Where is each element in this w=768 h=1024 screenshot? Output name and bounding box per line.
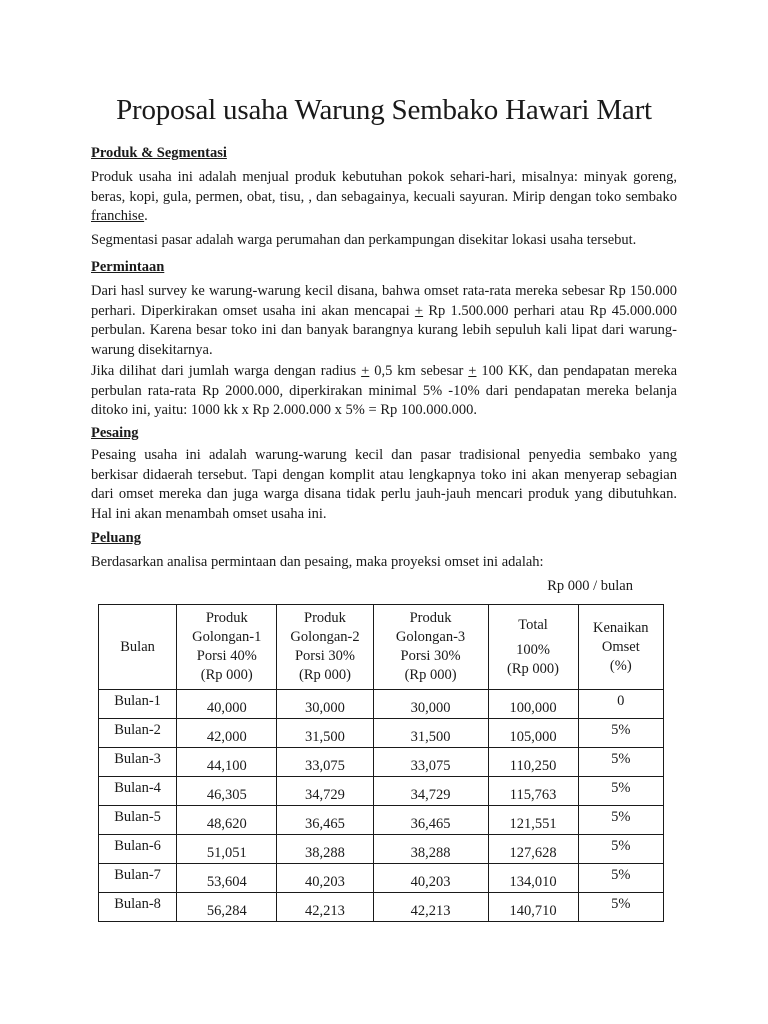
- cell-g3: 40,203: [373, 864, 488, 893]
- table-row: [99, 806, 664, 835]
- cell-g2: 34,729: [277, 777, 373, 806]
- cell-g2: 42,213: [277, 893, 373, 922]
- permintaan-1-a: Dari hasl survey ke warung-warung kecil disana, bahwa omset rata-rata mereka sebesar Rp 150.000 perhari. Diperkirakan omset usaha ini akan mencapai: [91, 283, 677, 319]
- header-kenaikan-omset: [578, 605, 663, 690]
- cell-naik: 5%: [578, 835, 663, 864]
- paragraph-produk-text: Produk usaha ini adalah menjual produk kebutuhan pokok sehari-hari, misalnya: minyak goreng, beras, kopi, gula, permen, obat, tisu, , dan sebagainya, kecuali sayuran. Mirip dengan toko sembako: [91, 169, 677, 205]
- header-naik-line: (%): [609, 657, 632, 674]
- cell-g1: 51,051: [177, 835, 277, 864]
- cell-g1: 44,100: [177, 748, 277, 777]
- cell-naik: 5%: [578, 719, 663, 748]
- franchise-link[interactable]: franchise: [91, 208, 145, 225]
- plus-minus-sign: +: [468, 363, 477, 379]
- cell-g1: 40,000: [177, 690, 277, 719]
- header-g1-line: Golongan-1: [192, 629, 262, 645]
- heading-produk-segmentasi: Produk & Segmentasi: [91, 145, 227, 161]
- table-unit-label: Rp 000 / bulan: [547, 578, 633, 594]
- header-g2-line: Porsi 30%: [294, 648, 355, 664]
- header-g1-line: (Rp 000): [200, 667, 253, 683]
- header-g2-line: Produk: [304, 610, 346, 626]
- table-header-row: [99, 605, 664, 690]
- plus-minus-sign: +: [361, 363, 370, 379]
- cell-naik: 5%: [578, 864, 663, 893]
- cell-g1: 53,604: [177, 864, 277, 893]
- cell-g2: 38,288: [277, 835, 373, 864]
- cell-g3: 31,500: [373, 719, 488, 748]
- cell-g3: 38,288: [373, 835, 488, 864]
- document-title: Proposal usaha Warung Sembako Hawari Mart: [116, 94, 652, 126]
- cell-g3: 33,075: [373, 748, 488, 777]
- permintaan-2-b: 0,5 km sebesar: [369, 363, 469, 379]
- cell-total: 121,551: [488, 806, 578, 835]
- cell-bulan: Bulan-2: [99, 719, 177, 748]
- header-g3-line: Golongan-3: [395, 629, 466, 645]
- cell-total: 115,763: [488, 777, 578, 806]
- paragraph-permintaan-1: [91, 282, 677, 360]
- cell-bulan: Bulan-8: [99, 893, 177, 922]
- cell-g3: 30,000: [373, 690, 488, 719]
- cell-naik: 5%: [578, 806, 663, 835]
- paragraph-produk-end: .: [144, 208, 148, 225]
- cell-total: 110,250: [488, 748, 578, 777]
- header-g1-line: Porsi 40%: [196, 648, 257, 664]
- cell-total: 105,000: [488, 719, 578, 748]
- table-body: [99, 690, 664, 922]
- table-row: [99, 835, 664, 864]
- header-golongan-2: [277, 605, 373, 690]
- permintaan-2-c: 100 KK, dan pendapatan mereka perbulan rata-rata Rp 2000.000, diperkirakan minimal 5% -10% dari pendapatan mereka belanja ditoko ini, yaitu: 1000 kk x Rp 2.000.000 x 5% = Rp 100.000.000.: [91, 363, 677, 419]
- header-golongan-3: [373, 605, 488, 690]
- cell-g2: 36,465: [277, 806, 373, 835]
- header-g1-line: Produk: [205, 610, 248, 626]
- cell-bulan: Bulan-3: [99, 748, 177, 777]
- cell-bulan: Bulan-4: [99, 777, 177, 806]
- table-row: [99, 748, 664, 777]
- paragraph-permintaan-2: [91, 362, 677, 421]
- header-total-line: Total: [518, 616, 548, 633]
- permintaan-2-a: Jika dilihat dari jumlah warga dengan radius: [91, 363, 362, 379]
- paragraph-peluang: Berdasarkan analisa permintaan dan pesaing, maka proyeksi omset ini adalah:: [91, 554, 544, 570]
- header-bulan: Bulan: [99, 605, 177, 690]
- heading-pesaing: Pesaing: [91, 425, 139, 441]
- cell-g2: 31,500: [277, 719, 373, 748]
- cell-g2: 30,000: [277, 690, 373, 719]
- table-row: [99, 864, 664, 893]
- paragraph-pesaing: Pesaing usaha ini adalah warung-warung kecil dan pasar tradisional penyedia sembako yang berkisar didaerah tersebut. Tapi dengan komplit atau lengkapnya toko ini akan menyerap sebagian dari omset mereka dan juga warga disana tidak perlu jauh-jauh mencari produk yang dibutuhkan. Hal ini akan menambah omset usaha ini.: [91, 447, 677, 522]
- cell-g3: 34,729: [373, 777, 488, 806]
- cell-naik: 0: [578, 690, 663, 719]
- heading-permintaan: Permintaan: [91, 259, 165, 275]
- permintaan-1-b: Rp 1.500.000 perhari atau Rp 45.000.000 perbulan. Karena besar toko ini dan banyak barangnya kurang lebih sepuluh kali lipat dari warung-warung disekitarnya.: [91, 302, 677, 358]
- header-total-line: 100%: [516, 641, 550, 658]
- header-g2-line: Golongan-2: [290, 629, 360, 645]
- cell-naik: 5%: [578, 777, 663, 806]
- cell-g2: 33,075: [277, 748, 373, 777]
- cell-g3: 36,465: [373, 806, 488, 835]
- header-total-line: (Rp 000): [507, 660, 560, 677]
- cell-g1: 56,284: [177, 893, 277, 922]
- cell-total: 100,000: [488, 690, 578, 719]
- cell-g3: 42,213: [373, 893, 488, 922]
- table-row: [99, 719, 664, 748]
- table-row: [99, 690, 664, 719]
- omset-projection-table: [98, 604, 664, 922]
- cell-total: 127,628: [488, 835, 578, 864]
- header-naik-line: Kenaikan: [593, 619, 649, 636]
- cell-naik: 5%: [578, 748, 663, 777]
- heading-peluang: Peluang: [91, 530, 141, 546]
- header-naik-line: Omset: [601, 638, 640, 655]
- cell-total: 134,010: [488, 864, 578, 893]
- header-g3-line: (Rp 000): [404, 667, 457, 683]
- table-row: [99, 777, 664, 806]
- cell-g2: 40,203: [277, 864, 373, 893]
- cell-bulan: Bulan-7: [99, 864, 177, 893]
- plus-minus-sign: +: [414, 302, 424, 319]
- header-g3-line: Produk: [409, 610, 452, 626]
- header-g3-line: Porsi 30%: [400, 648, 461, 664]
- header-golongan-1: [177, 605, 277, 690]
- cell-g1: 46,305: [177, 777, 277, 806]
- paragraph-produk: [91, 168, 677, 227]
- cell-g1: 42,000: [177, 719, 277, 748]
- header-g2-line: (Rp 000): [299, 667, 351, 683]
- cell-bulan: Bulan-6: [99, 835, 177, 864]
- header-total: [488, 605, 578, 690]
- cell-bulan: Bulan-5: [99, 806, 177, 835]
- table-row: [99, 893, 664, 922]
- cell-naik: 5%: [578, 893, 663, 922]
- cell-g1: 48,620: [177, 806, 277, 835]
- paragraph-segmentasi: Segmentasi pasar adalah warga perumahan dan perkampungan disekitar lokasi usaha tersebut.: [91, 232, 637, 248]
- cell-bulan: Bulan-1: [99, 690, 177, 719]
- cell-total: 140,710: [488, 893, 578, 922]
